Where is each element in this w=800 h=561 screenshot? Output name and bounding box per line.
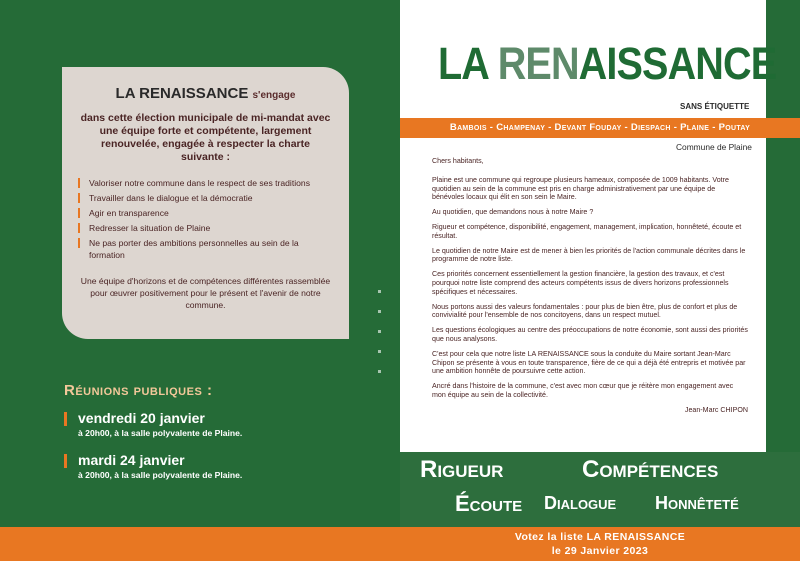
meetings-title: Réunions publiques : <box>64 382 213 399</box>
footer-left <box>0 527 400 561</box>
letter-paragraph: Plaine est une commune qui regroupe plusieurs hameaux, composée de 1009 habitants. Votre quotidien au sein de la commune est pris en charge administrativement par une équipe de bénévoles locaux qui élit en son sein le Maire. <box>432 175 729 202</box>
fold-marks <box>378 290 386 400</box>
value-honnetete: Honnêteté <box>655 493 739 513</box>
charter-points <box>76 177 335 261</box>
meeting-detail: à 20h00, à la salle polyvalente de Plaine. <box>78 470 243 480</box>
card-outro: Une équipe d'horizons et de compétences différentes rassemblée pour œuvrer positivement pour le présent et l'avenir de notre commune. <box>80 276 331 310</box>
letter <box>432 157 748 415</box>
vote-footer <box>400 527 800 561</box>
letter-paragraph: Rigueur et compétence, disponibilité, engagement, management, implication, honnêteté, écoute et résultat. <box>432 222 742 240</box>
footer-line-1: Votez la liste LA RENAISSANCE <box>514 531 686 543</box>
value-competences: Compétences <box>582 456 719 483</box>
meeting-day: mardi 24 janvier <box>78 452 185 468</box>
value-ecoute: Écoute <box>455 491 523 516</box>
list-item: Ne pas porter des ambitions personnelles au sein de la formation <box>76 237 335 261</box>
signature: Jean-Marc CHIPON <box>684 405 748 414</box>
list-item: Valoriser notre commune dans le respect de ses traditions <box>76 177 335 189</box>
meeting-detail: à 20h00, à la salle polyvalente de Plaine. <box>78 428 243 438</box>
list-item: Travailler dans le dialogue et la démocratie <box>76 192 335 204</box>
subtitle: SANS ÉTIQUETTE <box>680 102 750 111</box>
page-title: LA RENAISSANCE <box>438 38 777 89</box>
list-item: Redresser la situation de Plaine <box>76 222 335 234</box>
commune-label: Commune de Plaine <box>676 142 752 152</box>
letter-paragraph: Le quotidien de notre Maire est de mener à bien les priorités de l'action communale décrites dans le programme de notre liste. <box>432 246 746 264</box>
villages-band: Bambois - Champenay - Devant Fouday - Diespach - Plaine - Poutay <box>400 118 800 138</box>
meeting-1 <box>64 410 242 438</box>
letter-paragraph: C'est pour cela que notre liste LA RENAISSANCE sous la conduite du Maire sortant Jean-Marc Chipon se présente à vous en toute transparence, fière de ce qui a déjà été entrepris et motivée par une ambition honnête de poursuivre cette action. <box>432 349 746 376</box>
card-intro: dans cette élection municipale de mi-mandat avec une équipe forte et compétente, largement renouvelée, engagée à respecter la charte suivante : <box>80 112 331 163</box>
letter-paragraph: Les questions écologiques au centre des préoccupations de notre économie, sont aussi des priorités que nous analysons. <box>432 326 748 343</box>
list-item: Agir en transparence <box>76 207 335 219</box>
footer-line-2: le 29 Janvier 2023 <box>551 545 649 557</box>
letter-paragraph: Au quotidien, que demandons nous à notre Maire ? <box>432 208 594 217</box>
card-heading: LA RENAISSANCE s'engage <box>115 85 296 102</box>
meeting-2 <box>64 452 242 480</box>
letter-greeting: Chers habitants, <box>432 157 484 165</box>
letter-paragraph: Ces priorités concernent essentiellement la gestion financière, la gestion des travaux, et c'est pourquoi notre liste comprend des acteurs compétents issus de divers horizons professionnels spécifiques et nécessaires. <box>432 270 729 296</box>
letter-paragraph: Ancré dans l'histoire de la commune, c'est avec mon cœur que je réitère mon engagement avec mon équipe au sein de la collectivité. <box>432 382 734 399</box>
value-dialogue: Dialogue <box>544 493 617 513</box>
letter-paragraph: Nous portons aussi des valeurs fondamentales : pour plus de bien être, plus de confort et plus de convivialité pour l'ensemble de nos concitoyens, dans un respect mutuel. <box>432 302 738 320</box>
meeting-day: vendredi 20 janvier <box>78 410 205 426</box>
charter-card <box>62 67 349 339</box>
value-rigueur: Rigueur <box>420 456 504 483</box>
